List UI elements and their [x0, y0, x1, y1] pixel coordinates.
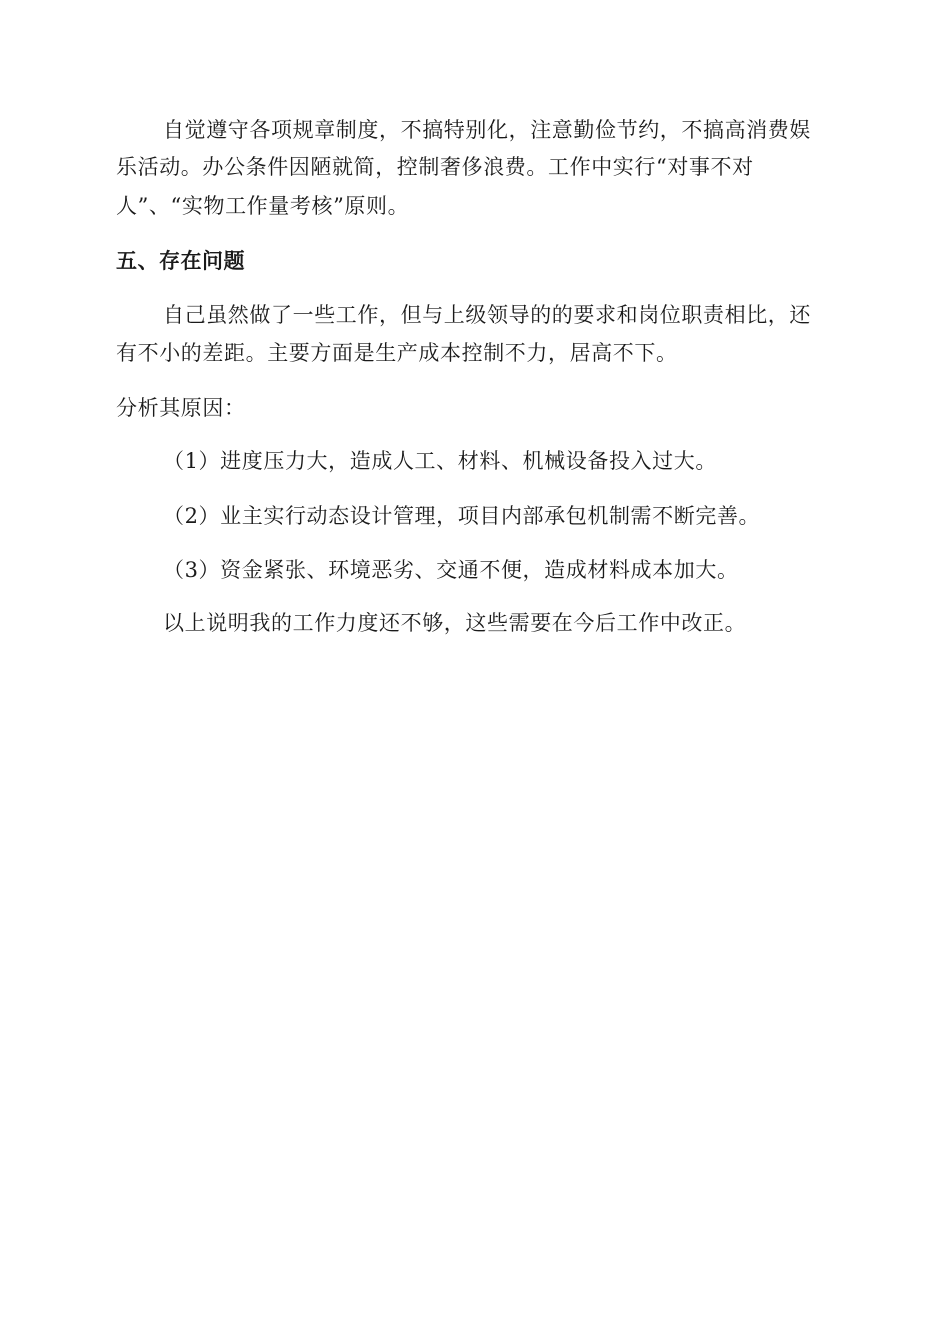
analysis-intro: 分析其原因： — [116, 396, 246, 420]
conclusion-paragraph: 以上说明我的工作力度还不够，这些需要在今后工作中改正。 — [163, 611, 747, 635]
paragraph-2-line-1: 自己虽然做了一些工作，但与上级领导的的要求和岗位职责相比，还 — [163, 303, 811, 327]
paragraph-1-line-1: 自觉遵守各项规章制度，不搞特别化，注意勤俭节约，不搞高消费娱 — [163, 118, 811, 142]
paragraph-1-line-2: 乐活动。办公条件因陋就简，控制奢侈浪费。工作中实行“对事不对 — [116, 155, 754, 179]
reason-item-1: （1）进度压力大，造成人工、材料、机械设备投入过大。 — [163, 449, 717, 473]
paragraph-1-line-3: 人”、“实物工作量考核”原则。 — [116, 194, 410, 218]
section-heading: 五、存在问题 — [116, 249, 245, 273]
reason-item-2: （2）业主实行动态设计管理，项目内部承包机制需不断完善。 — [163, 504, 761, 528]
paragraph-2-line-2: 有不小的差距。主要方面是生产成本控制不力，居高不下。 — [116, 341, 678, 365]
reason-item-3: （3）资金紧张、环境恶劣、交通不便，造成材料成本加大。 — [163, 558, 739, 582]
